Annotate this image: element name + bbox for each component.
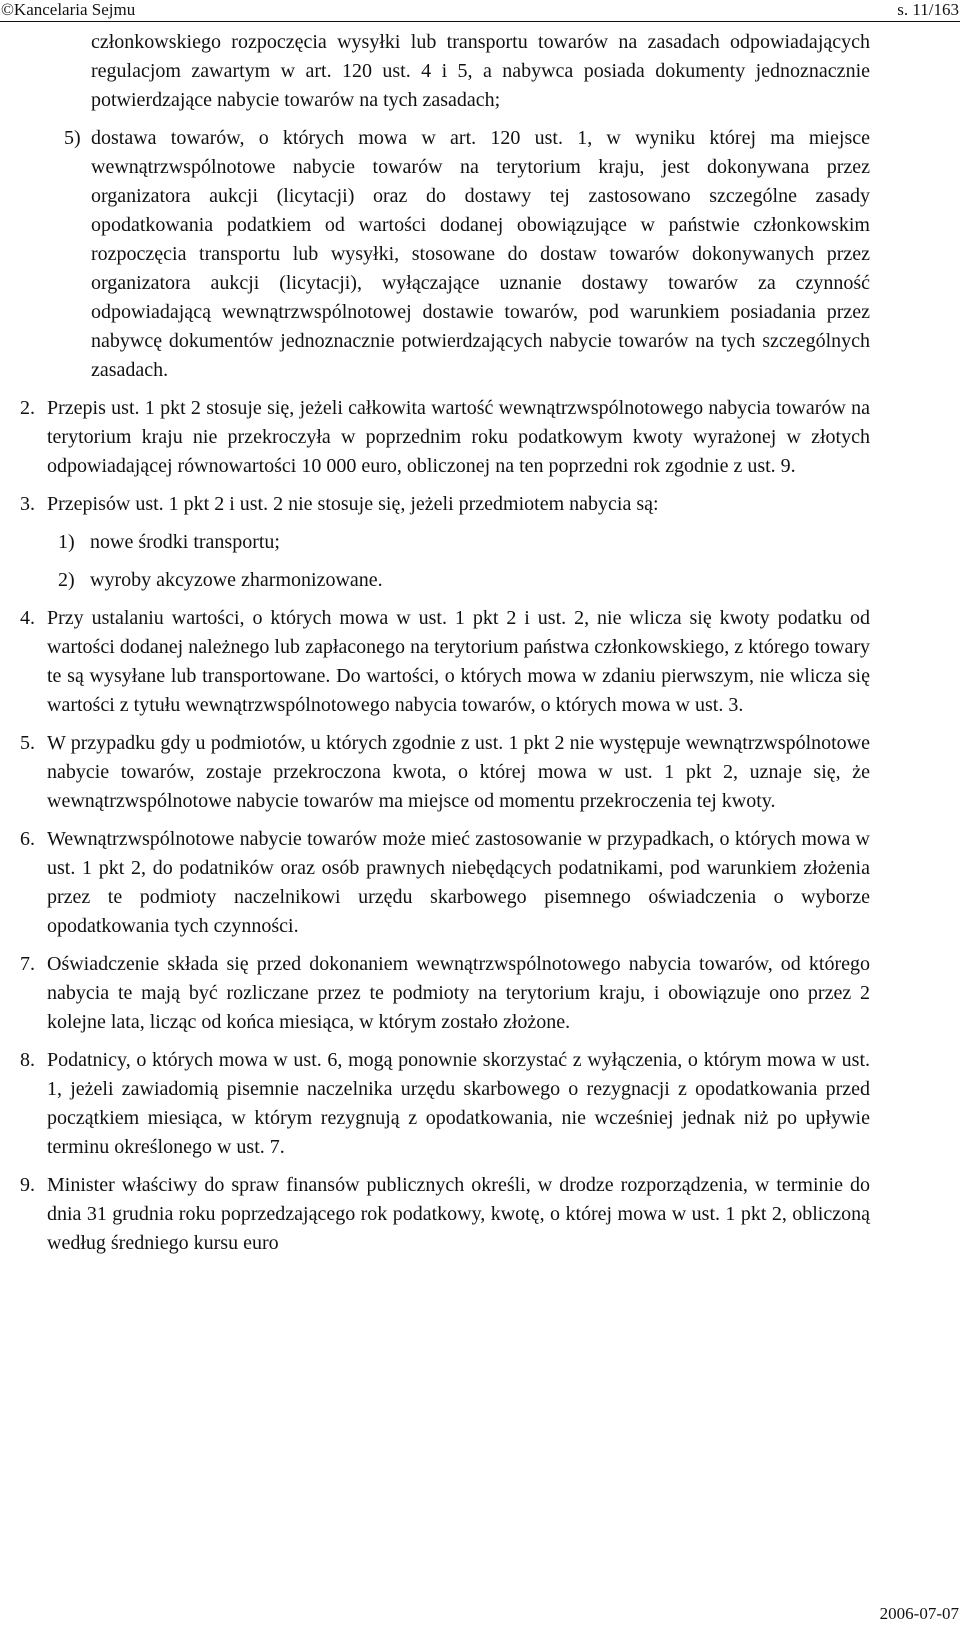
section-9	[20, 1171, 870, 1258]
paragraph-text: Wewnątrzwspólnotowe nabycie towarów może mieć zastosowanie w przypadkach, o których mowa w ust. 1 pkt 2, do podatników oraz osób prawnych niebędących podatnikami, pod warunkiem złożenia przez te podmioty naczelnikowi urzędu skarbowego pisemnego oświadczenia o wyborze opodatkowania tych czynności.	[47, 828, 870, 937]
section-7	[20, 950, 870, 1037]
paragraph-text: W przypadku gdy u podmiotów, u których zgodnie z ust. 1 pkt 2 nie występuje wewnątrzwspólnotowe nabycie towarów, zostaje przekroczona kwota, o której mowa w ust. 1 pkt 2, uznaje się, że wewnątrzwspólnotowe nabycie towarów ma miejsce od momentu przekroczenia tej kwoty.	[47, 732, 870, 812]
section-3-point-2	[20, 566, 870, 595]
section-label: 8.	[20, 1049, 35, 1071]
point-4-continuation	[20, 28, 870, 115]
paragraph-text: dostawa towarów, o których mowa w art. 120 ust. 1, w wyniku której ma miejsce wewnątrzwspólnotowe nabycie towarów na terytorium kraju, jest dokonywana przez organizatora aukcji (licytacji) oraz do dostawy tej zastosowano szczególne zasady opodatkowania podatkiem od wartości dodanej obowiązujące w państwie członkowskim rozpoczęcia transportu lub wysyłki, stosowane do dostaw towarów dokonywanych przez organizatora aukcji (licytacji), wyłączające uznanie dostawy towarów za czynność odpowiadającą wewnątrzwspólnotowej dostawie towarów, pod warunkiem posiadania przez nabywcę dokumentów jednoznacznie potwierdzających nabycie towarów na tych szczególnych zasadach.	[91, 127, 870, 381]
paragraph-text: Przy ustalaniu wartości, o których mowa w ust. 1 pkt 2 i ust. 2, nie wlicza się kwoty podatku od wartości dodanej należnego lub zapłaconego na terytorium państwa członkowskiego, z którego towary te są wysyłane lub transportowane. Do wartości, o których mowa w zdaniu pierwszym, nie wlicza się wartości z tytułu wewnątrzwspólnotowego nabycia towarów, o których mowa w ust. 3.	[47, 607, 870, 716]
section-label: 9.	[20, 1174, 35, 1196]
section-label: 6.	[20, 828, 35, 850]
point-label: 5)	[64, 127, 81, 149]
point-label: 2)	[58, 569, 75, 591]
section-label: 3.	[20, 493, 35, 515]
document-body	[20, 28, 870, 1258]
paragraph-text: Podatnicy, o których mowa w ust. 6, mogą ponownie skorzystać z wyłączenia, o którym mowa w ust. 1, jeżeli zawiadomią pisemnie naczelnika urzędu skarbowego o rezygnacji z opodatkowania przed początkiem miesiąca, w którym rezygnują z opodatkowania, nie wcześniej jednak niż po upływie terminu określonego w ust. 7.	[47, 1049, 870, 1158]
section-6	[20, 825, 870, 941]
section-label: 7.	[20, 953, 35, 975]
page-number: s. 11/163	[897, 0, 959, 19]
section-2	[20, 394, 870, 481]
point-5	[20, 124, 870, 385]
paragraph-text: członkowskiego rozpoczęcia wysyłki lub transportu towarów na zasadach odpowiadających regulacjom zawartym w art. 120 ust. 4 i 5, a nabywca posiada dokumenty jednoznacznie potwierdzające nabycie towarów na tych zasadach;	[91, 31, 870, 111]
paragraph-text: nowe środki transportu;	[90, 531, 280, 553]
section-8	[20, 1046, 870, 1162]
page-footer-date: 2006-07-07	[879, 1604, 959, 1623]
section-4	[20, 604, 870, 720]
copyright-notice: ©Kancelaria Sejmu	[1, 0, 136, 19]
section-3	[20, 490, 870, 519]
paragraph-text: Oświadczenie składa się przed dokonaniem wewnątrzwspólnotowego nabycia towarów, od którego nabycia te mają być rozliczane przez te podmioty na terytorium kraju, i obowiązuje ono przez 2 kolejne lata, licząc od końca miesiąca, w którym zostało złożone.	[47, 953, 870, 1033]
paragraph-text: Przepis ust. 1 pkt 2 stosuje się, jeżeli całkowita wartość wewnątrzwspólnotowego nabycia towarów na terytorium kraju nie przekroczyła w poprzednim roku podatkowym kwoty wyrażonej w złotych odpowiadającej równowartości 10 000 euro, obliczonej na ten poprzedni rok zgodnie z ust. 9.	[47, 397, 870, 477]
section-label: 4.	[20, 607, 35, 629]
section-5	[20, 729, 870, 816]
section-label: 2.	[20, 397, 35, 419]
section-label: 5.	[20, 732, 35, 754]
paragraph-text: Przepisów ust. 1 pkt 2 i ust. 2 nie stosuje się, jeżeli przedmiotem nabycia są:	[47, 493, 659, 515]
page-header	[0, 0, 960, 22]
header-divider	[0, 21, 960, 22]
section-3-point-1	[20, 528, 870, 557]
paragraph-text: wyroby akcyzowe zharmonizowane.	[90, 569, 383, 591]
point-label: 1)	[58, 531, 75, 553]
paragraph-text: Minister właściwy do spraw finansów publicznych określi, w drodze rozporządzenia, w terminie do dnia 31 grudnia roku poprzedzającego rok podatkowy, kwotę, o której mowa w ust. 1 pkt 2, obliczoną według średniego kursu euro	[47, 1174, 870, 1254]
